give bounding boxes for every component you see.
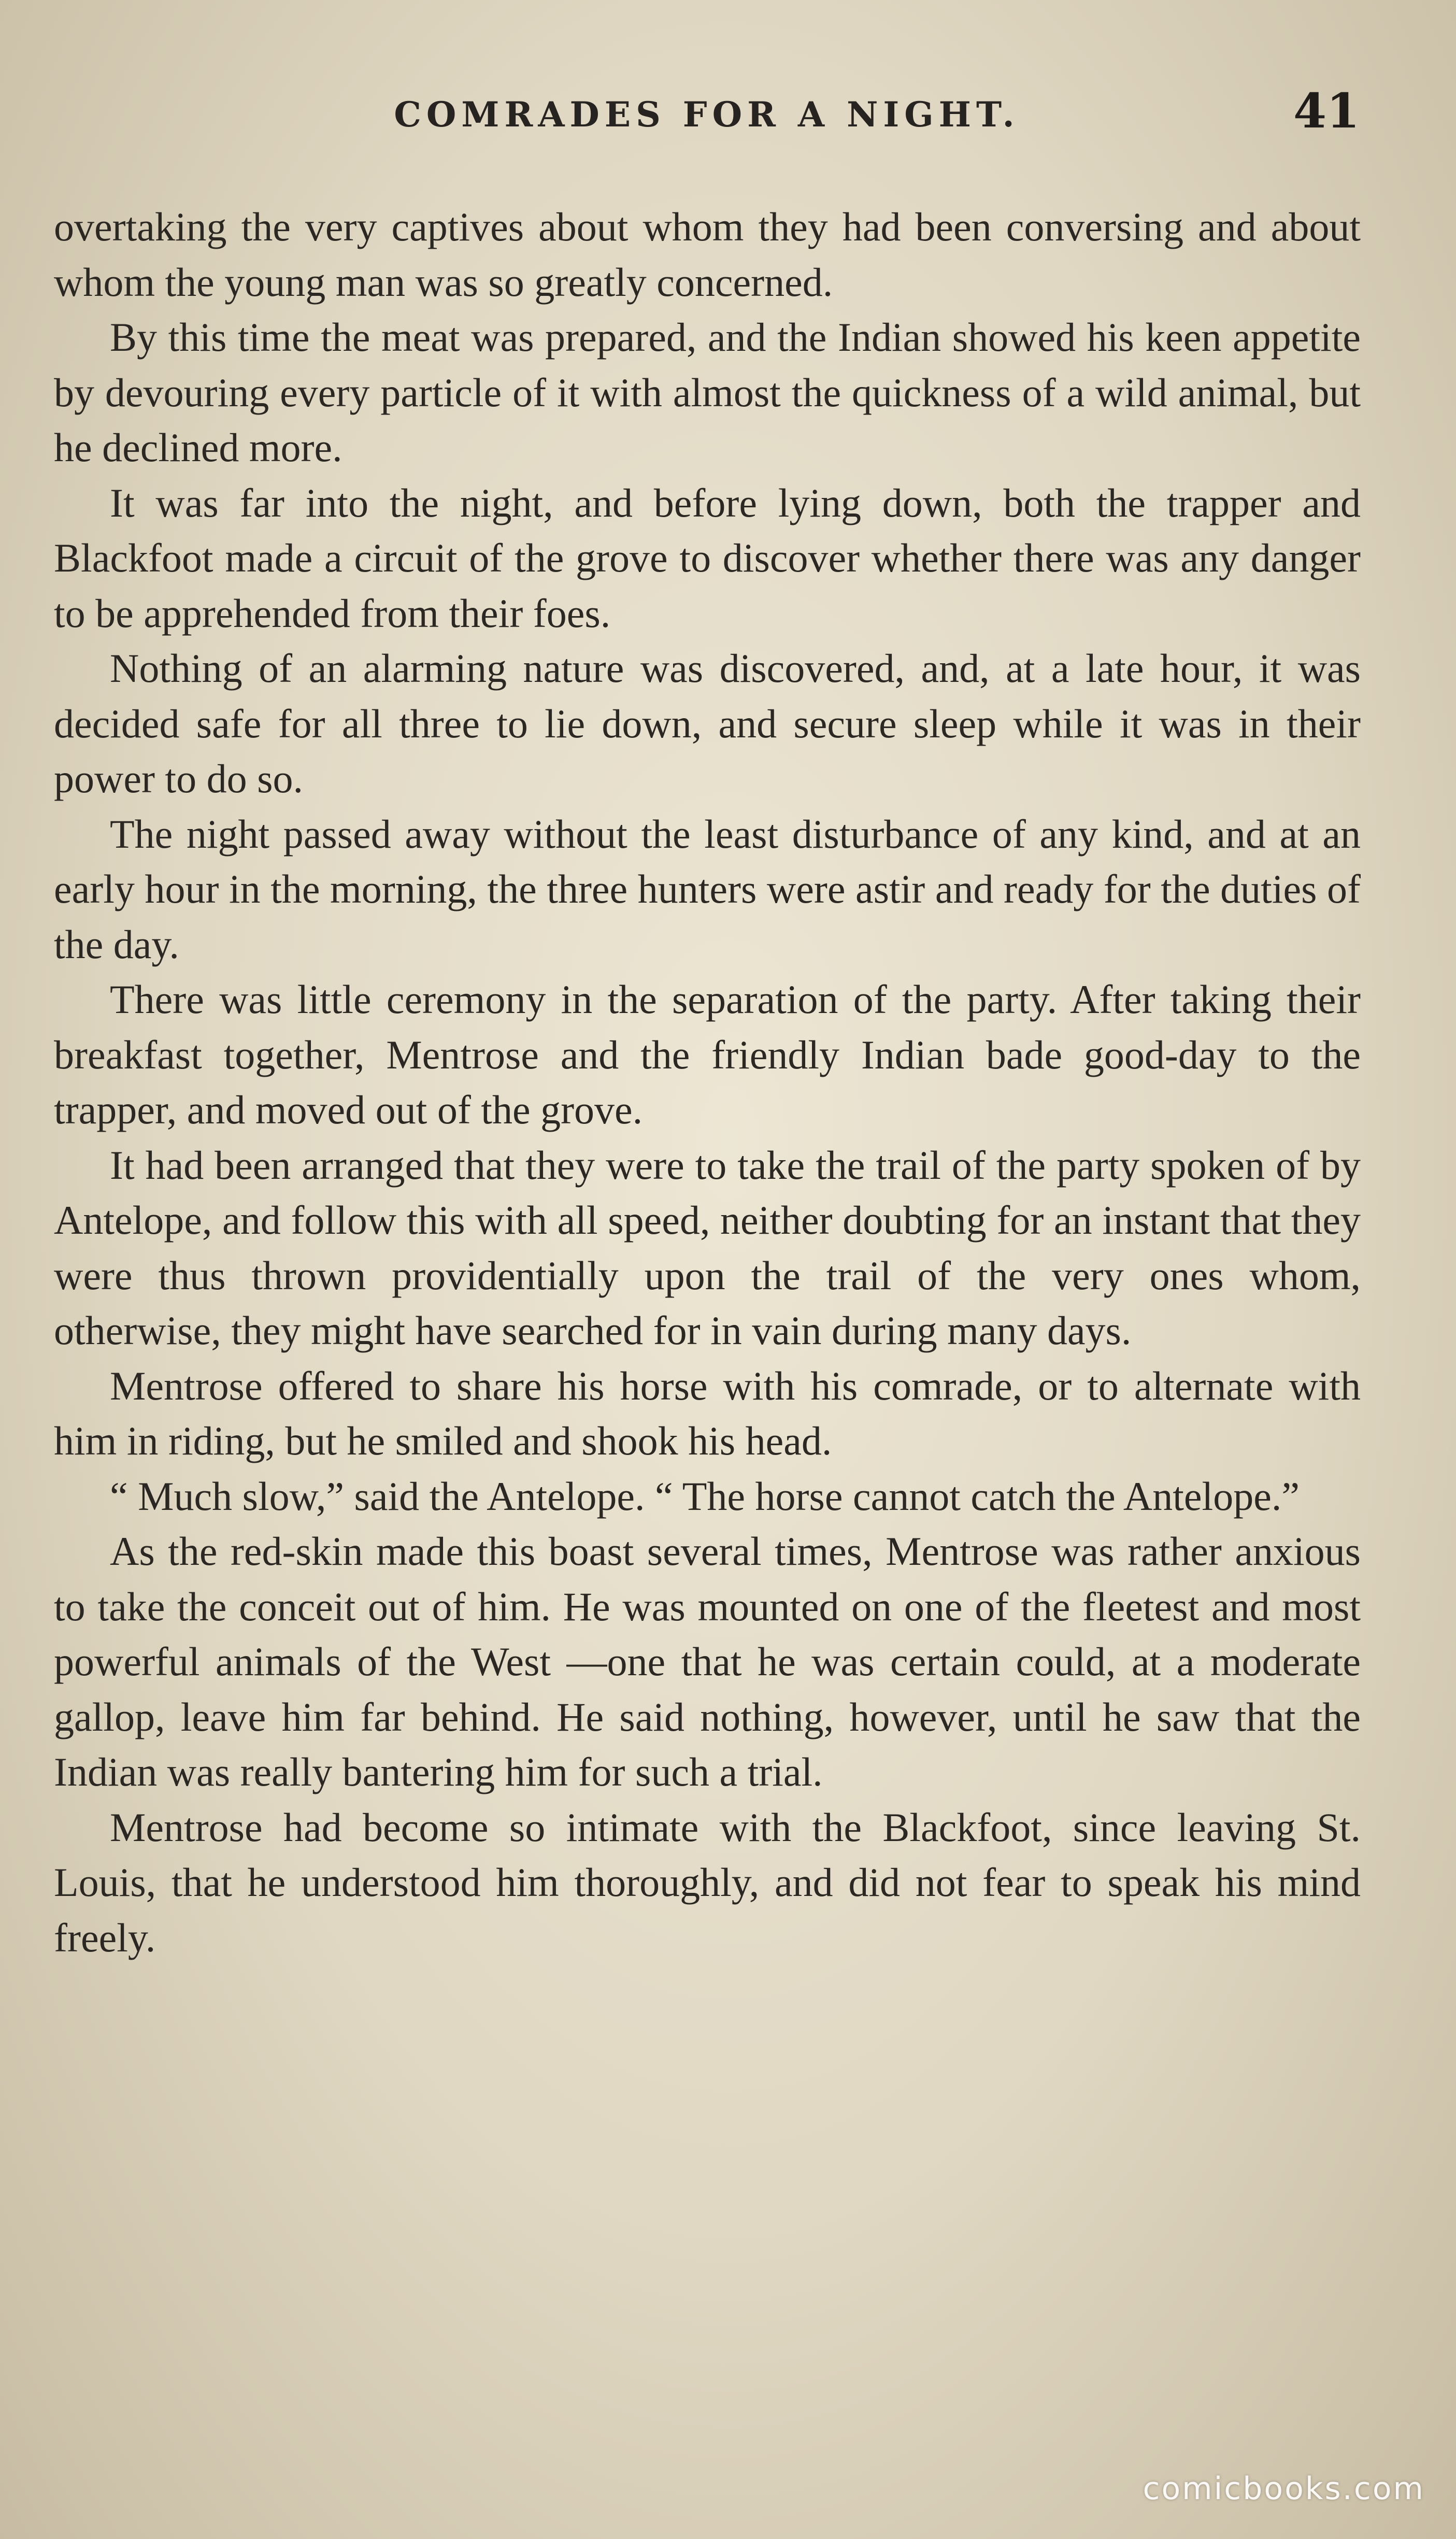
- paragraph: Mentrose offered to share his horse with his comrade, or to alternate with him in riding, but he smiled and shook his head.: [54, 1363, 1361, 1463]
- paragraph: overtaking the very captives about whom they had been conversing and about whom the young man was so greatly concerned.: [54, 204, 1361, 305]
- page-header: [54, 83, 1360, 161]
- paragraph: As the red-skin made this boast several times, Mentrose was rather anxious to take the conceit out of him. He was mounted on one of the fleetest and most powerful animals of the West —one that he was certain could, at a moderate gallop, leave him far behind. He said nothing, however, until he saw that the Indian was really bantering him for such a trial.: [54, 1529, 1361, 1794]
- body-text: [54, 199, 1361, 1965]
- paragraph: It had been arranged that they were to take the trail of the party spoken of by Antelope, and follow this with all speed, neither doubting for an instant that they were thus thrown providentially upon the trail of the very ones whom, otherwise, they might have searched for in vain during many days.: [54, 1142, 1361, 1353]
- running-head: COMRADES FOR A NIGHT.: [394, 94, 1020, 135]
- paragraph: “ Much slow,” said the Antelope. “ The horse cannot catch the Antelope.”: [110, 1473, 1300, 1519]
- paragraph: It was far into the night, and before lying down, both the trapper and Blackfoot made a circuit of the grove to discover whether there was any danger to be apprehended from their foes.: [54, 480, 1361, 636]
- watermark: comicbooks.com: [1143, 2471, 1425, 2507]
- paragraph: The night passed away without the least disturbance of any kind, and at an early hour in the morning, the three hunters were astir and ready for the duties of the day.: [54, 811, 1361, 967]
- paragraph: By this time the meat was prepared, and the Indian showed his keen appetite by devouring every particle of it with almost the quickness of a wild animal, but he declined more.: [54, 315, 1361, 470]
- paragraph: Nothing of an alarming nature was discovered, and, at a late hour, it was decided safe for all three to lie down, and secure sleep while it was in their power to do so.: [54, 646, 1361, 801]
- paragraph: There was little ceremony in the separation of the party. After taking their breakfast together, Mentrose and the friendly Indian bade good-day to the trapper, and moved out of the grove.: [54, 977, 1361, 1132]
- page-number: 41: [1293, 83, 1360, 139]
- paragraph: Mentrose had become so intimate with the Blackfoot, since leaving St. Louis, that he understood him thoroughly, and did not fear to speak his mind freely.: [54, 1804, 1361, 1960]
